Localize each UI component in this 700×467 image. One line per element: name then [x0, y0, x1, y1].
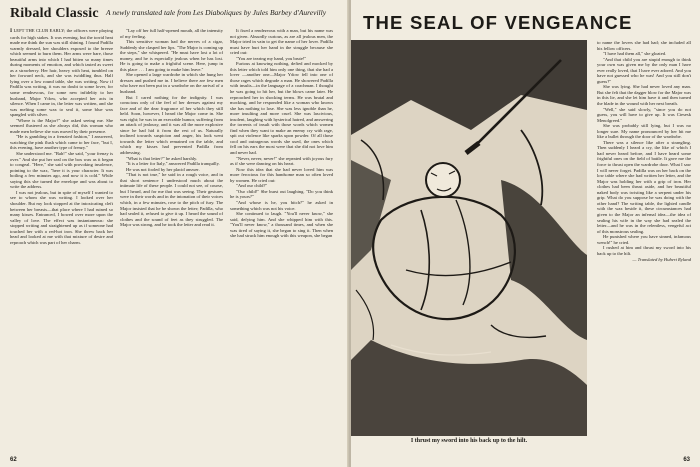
paragraph: She was lying. She had never loved any man. But she felt that the dagger blow for the Major was in this lie, and she let him have it and then turned the blade in the wound with her next breath. — [597, 84, 691, 107]
right-column-body — [597, 40, 691, 256]
left-page — [0, 0, 349, 467]
paragraph: This sensitive woman had the nerves of a cigar, Suddenly she clasped her lips. "The Major is coming up the steps," she whispered. "He must have lost a lot of money, and he is especially jealous when he has lost. He is going to make a frightful scene. Here, jump in this place . . . I am going to make him leave." — [120, 39, 223, 72]
paragraph: She was probably still lying, but I was no longer sure. My name pronounced by her hit me like a bullet through the door of the wardrobe. — [597, 123, 691, 140]
paragraph: She understood me. "Bah!" she said, "your frenzy is over." And she put her seal on the box wax as it began to congeal. "Here," she said with provoking insolence, pointing to the wax, "here it is your character. It was boiling a few minutes ago, and now it is cold." While saying this she turned the envelope and was about to write the address. — [10, 151, 113, 190]
paragraph: "Our child!" She burst out laughing. "Do you think he is yours?" — [230, 188, 333, 200]
story-title: THE SEAL OF VENGEANCE — [363, 12, 633, 33]
paragraph: "Where is the Major?" she asked seeing me. She seemed flustered as she always did, this woman who made men believe she was moved by their presence. — [10, 117, 113, 134]
text-column-2 — [120, 28, 223, 433]
paragraph: Now this idea that she had never loved him was more ferocious for this handsome man so often loved by women. He cried out: — [230, 166, 333, 183]
paragraph: "Well," she said slowly, "since you do not guess, you will have to give up. It was Ciesesk Menolgreed." — [597, 106, 691, 123]
paragraph: "And that child you are stupid enough to think your own was given me by the only man I have ever really loved, that I have ever adored. And you have not guessed who he was! And you still don't guess?" — [597, 56, 691, 84]
paragraph: "Never, never, never!" she repeated with joyous fury as if she were dancing on his heart. — [230, 155, 333, 167]
paragraph: "That is not true," he said in a rough voice, and in that short sentence I understood much about the intimate life of these people. I could not see, of course, but I heard, and for me that was seeing. Their gestures were in their words and in the intonation of their voices which, in a few minutes, rose to the pitch of fury. The Major insisted that he be shown the letter; Padilla, who had sealed it, refused to give it up. I heard the sound of clothes and the sound of feet as they struggled. The Major was strong, and he took the letter and read it. — [120, 172, 223, 228]
paragraph: "I have had them all," she gloated. — [603, 51, 667, 57]
paragraph: But I cared nothing for the indignity. I was conscious only of the feel of her dresses against my face and of the dear fragrance of her which they still held. Soon, however, I heard the Major come in. She was right; he was in an execrable humor, suffering from an attack of jealousy, and it was all the more explosive since he had hid it from the rest of us. Naturally inclined towards suspicion and anger, his look went towards the letter which remained on the table, and which my kisses had prevented Padilla from addressing. — [120, 94, 223, 156]
page-number-left: 62 — [10, 457, 17, 463]
paragraph: "Lay off her full half-opened mouth, all the intensity of my feeling. — [120, 28, 223, 39]
paragraph: to name the lovers she had had; she included all his fellow officers. — [597, 40, 691, 51]
paragraph: "You are tearing my hand, you brute!" — [236, 55, 307, 61]
story-subhead: A newly translated tale from Les Diaboliques by Jules Barbey d'Aurevilly — [106, 8, 327, 17]
page-number-right: 63 — [683, 457, 690, 463]
paragraph: Furious at knowing nothing, defied and mocked by this letter which told him only one thing, that she had a lover —another one—Major Ydow fell into one of those rages which degrade a man. He showered Padilla with insults—in the language of a coachman. I thought he was going to hit her, but the blows came later. He reproached her in shocking terms. He was brutal and mocking, and he responded like a woman who knows she has nothing to lose. She was less ignoble than he, more insulting and more cruel. She was lascivious, insolent, laughing with hysterical hatred, and answering the torrents of insult with those words which women find when they want to make an enemy cry with rage, spit out violence like sparks upon powder. Of all those cool and outrageous words she used, the ones which fell on his ears the most were that she did not love him and never had. — [230, 61, 333, 156]
text-column-1 — [10, 28, 113, 433]
paragraph: "He is gambling in a frenzied fashion," I answered, watching the pink flush which came to her face, "but I, this evening, have another type of frenzy." — [10, 134, 113, 151]
paragraph: "It is a letter for Italy," answered Padilla tranquilly. — [126, 161, 220, 167]
paragraph: She continued to laugh. "You'll never know," she said, defying him. And she whipped him with this. "You'll never know," a thousand times, and when she was tired of saying it, she began to sing it. Then when she had struck him enough with this weapon, she began — [230, 211, 333, 239]
paragraph: I LEFT THE CLUB EARLY; the officers were playing cards for high stakes. It was evening, but the torrid heat made me think the sun was still shining. I found Padilla warmly dressed, her shoulders exposed to the breeze which seemed to burn them. Her arms were bare, those beautiful arms into which I had bitten so many times during moments of emotion, and which tasted as sweet as a strawberry. Her hair, heavy with heat, tumbled on her forward neck, and she was twiddling thus. Half lying over a low round table, she was writing. Now if Padilla was writing, it was no doubt to some lover, for some rendezvous, for some new infidelity to her husband, Major Ydow, who accepted her acts in silence. When I came in, the letter was written, and she was melting some wax to seal it, some blue wax spangled with silver. — [10, 28, 113, 118]
section-name: Ribald Classic — [10, 6, 99, 21]
paragraph: She opened a large wardrobe in which she hung her dresses and pushed me in. I believe there are few men who have not been put in a wardrobe on the arrival of a husband. — [120, 72, 223, 95]
text-column-right — [597, 40, 691, 432]
masthead — [10, 6, 340, 24]
illustration-caption: I thrust my sword into his back up to the hilt. — [351, 436, 587, 444]
paragraph: I was not jealous, but in spite of myself I wanted to see to whom she was writing. I looked over her shoulder. But my look stopped at the intoxicating cleft between her breasts—that place where I had ruined so many kisses. Entranced, I bowed over more upon the valley of love. The effect was instantaneous: she stopped writing and straightened up as if someone had touched her with a red-hot iron. She threw back her head and looked at me with that mixture of desire and reproach which was part of her charm. — [10, 189, 113, 245]
duel-illustration-art — [351, 40, 587, 436]
paragraph: "And our child?" — [236, 183, 268, 189]
paragraph: I rushed at him and thrust my sword into his back up to the hilt. — [597, 245, 691, 256]
paragraph: "What is that letter?" he asked harshly. — [126, 155, 198, 161]
translator-credit: — Translated by Hubert Ryland — [632, 257, 691, 263]
paragraph: It fixed a rendezvous with a man, but his name was not given. Absurdly curious, as are all jealous men, the Major tried in vain to get the name of her lover. Padilla must have hurt her hand in the struggle because she cried out: — [230, 28, 333, 56]
text-column-3 — [230, 28, 333, 433]
paragraph: He was not fooled by her placid answer. — [126, 166, 200, 172]
ink-illustration — [351, 40, 587, 436]
paragraph: There was a silence like after a strangling. Then suddenly I heard a cry, the like of which I had never heard before, and I have heard some frightful ones on the field of battle. It gave me the force to thrust open the wardrobe door. What I saw I will never forget. Padilla was on her back on the low table where she had written her letter, and the Major was holding her with a grip of iron. Her clothes had been thrust aside, and her beautiful naked body was twisting like a serpent under his grip. What do you suppose he was doing with the other hand? The writing table, the lighted candle with the wax beside it, these circumstances had given to the Major an infernal idea—the idea of sealing his wife in the way she had sealed the letter—and he was in the relentless, vengeful act of this monstrous sealing. — [597, 139, 691, 234]
right-page — [351, 0, 700, 467]
paragraph: He punished where you have sinned, infamous wench!" he cried. — [597, 234, 691, 245]
paragraph: "And whose is he, you bitch?" he asked in something which was not his voice. — [230, 199, 333, 211]
